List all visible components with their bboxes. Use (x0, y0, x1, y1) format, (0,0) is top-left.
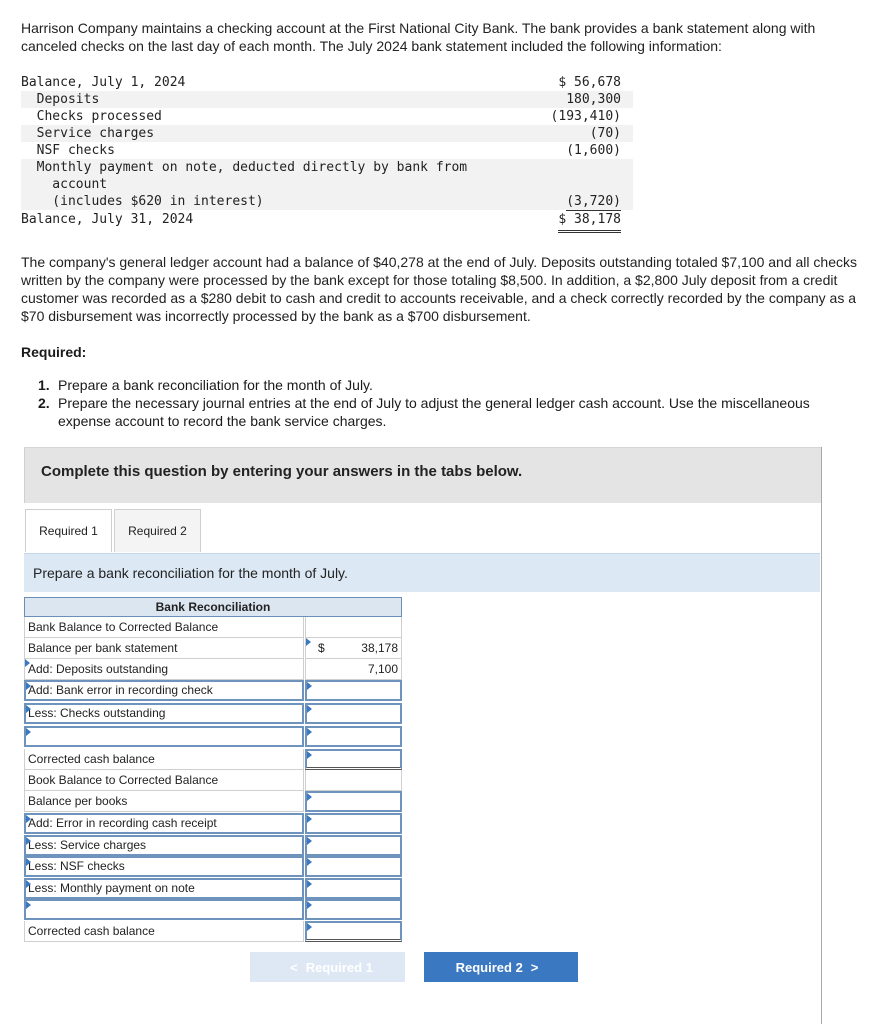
statement-label: Balance, July 1, 2024 (21, 75, 186, 90)
table-title: Bank Reconciliation (24, 597, 402, 617)
dropdown-marker-icon (26, 880, 31, 888)
row-label: Corrected cash balance (24, 921, 304, 942)
statement-label: (includes $620 in interest) (21, 194, 264, 209)
row-label: Add: Deposits outstanding (28, 662, 169, 676)
amount-input[interactable] (305, 791, 402, 812)
row-label-dropdown[interactable] (24, 659, 304, 680)
row-label: Balance per books (24, 791, 304, 812)
statement-label: NSF checks (21, 143, 115, 158)
statement-label: Deposits (21, 92, 100, 107)
next-tab-button[interactable] (424, 952, 578, 982)
row-label-dropdown[interactable] (24, 703, 304, 724)
row-label: Balance per bank statement (24, 638, 304, 659)
problem-details: The company's general ledger account had a balance of $40,278 at the end of July. Deposits outstanding totaled $7,100 and all checks written by the company were processed by the bank except for those totaling $8,500. In addition, a $2,800 July deposit from a credit customer was recorded as a $280 debit to cash and credit to accounts receivable, and a check correctly recorded by the company as a $70 disbursement was incorrectly processed by the bank as a $700 disbursement. (21, 254, 857, 324)
statement-label: account (21, 177, 108, 192)
amount-input[interactable] (305, 680, 402, 701)
dropdown-marker-icon (307, 923, 312, 931)
row-label: Less: NSF checks (28, 859, 125, 873)
dropdown-marker-icon (25, 659, 30, 667)
statement-label: Service charges (21, 126, 155, 141)
statement-row (21, 159, 633, 176)
row-label: Less: Monthly payment on note (28, 881, 195, 895)
row-label: Corrected cash balance (24, 749, 304, 770)
statement-row (21, 210, 633, 230)
table-row (24, 899, 402, 920)
statement-row (21, 193, 633, 210)
table-row (24, 770, 402, 791)
amount-input[interactable] (305, 835, 402, 856)
task-prompt-bar (24, 553, 820, 592)
statement-row (21, 91, 633, 108)
dropdown-marker-icon (307, 705, 312, 713)
row-label: Add: Bank error in recording check (28, 683, 213, 697)
statement-label: Balance, July 31, 2024 (21, 212, 194, 227)
dropdown-marker-icon (306, 638, 311, 646)
statement-label: Monthly payment on note, deducted directly by bank from (21, 160, 468, 175)
tab-required-1[interactable]: Required 1 (25, 509, 112, 552)
table-row (24, 680, 402, 701)
dropdown-marker-icon (26, 901, 31, 909)
statement-amount: (70) (589, 126, 621, 141)
requirement-number: 2. (38, 395, 50, 411)
task-prompt: Prepare a bank reconciliation for the month of July. (33, 565, 348, 581)
table-row (24, 726, 402, 747)
row-label-dropdown[interactable] (24, 856, 304, 877)
table-row (24, 791, 402, 812)
statement-amount: (1,600) (566, 143, 621, 158)
panel-border (821, 447, 822, 1024)
statement-row (21, 74, 633, 91)
dropdown-marker-icon (26, 815, 31, 823)
required-title: Required: (21, 344, 87, 360)
dropdown-marker-icon (307, 793, 312, 801)
row-label-dropdown[interactable] (24, 813, 304, 834)
statement-row (21, 142, 633, 159)
dropdown-marker-icon (307, 901, 312, 909)
statement-amount: 180,300 (566, 92, 621, 107)
table-row (24, 856, 402, 877)
bank-statement (21, 74, 633, 230)
amount-input[interactable] (305, 813, 402, 834)
chevron-right-icon: > (530, 959, 539, 975)
amount-input[interactable] (305, 638, 402, 659)
currency-symbol: $ (318, 641, 325, 655)
row-label: Bank Balance to Corrected Balance (24, 617, 304, 638)
row-label-dropdown[interactable] (24, 878, 304, 899)
dropdown-marker-icon (307, 682, 312, 690)
row-label: Less: Service charges (28, 838, 147, 852)
table-row (24, 813, 402, 834)
dropdown-marker-icon (307, 728, 312, 736)
row-label-dropdown[interactable] (24, 680, 304, 701)
dropdown-marker-icon (307, 880, 312, 888)
amount-value: 38,178 (361, 641, 398, 655)
statement-amount: (193,410) (550, 109, 621, 124)
amount-input[interactable] (305, 726, 402, 747)
statement-row (21, 176, 633, 193)
amount-input[interactable] (305, 856, 402, 877)
statement-label: Checks processed (21, 109, 162, 124)
row-label-dropdown[interactable] (24, 726, 304, 747)
table-row (24, 617, 402, 638)
amount-value: 7,100 (367, 662, 398, 676)
requirement-item (38, 394, 858, 430)
dropdown-marker-icon (307, 837, 312, 845)
problem-intro: Harrison Company maintains a checking account at the First National City Bank. The bank provides a bank statement along with canceled checks on the last day of each month. The July 2024 bank statement included the following information: (21, 20, 816, 54)
previous-tab-label: Required 1 (305, 959, 373, 975)
dropdown-marker-icon (26, 728, 31, 736)
amount-cell (305, 617, 402, 638)
requirement-text: Prepare a bank reconciliation for the month of July. (58, 377, 373, 393)
statement-amount: $ 38,178 (558, 210, 621, 233)
next-tab-label: Required 2 (455, 959, 523, 975)
requirement-item (38, 376, 858, 394)
requirement-number: 1. (38, 377, 50, 393)
total-input[interactable] (305, 921, 402, 942)
amount-input[interactable] (305, 703, 402, 724)
table-row (24, 659, 402, 680)
table-row (24, 835, 402, 856)
table-row (24, 749, 402, 770)
statement-row (21, 125, 633, 142)
instructions-text: Complete this question by entering your answers in the tabs below. (41, 463, 523, 480)
tab-required-2[interactable]: Required 2 (114, 509, 201, 552)
table-row (24, 921, 402, 942)
row-label-dropdown[interactable] (24, 899, 304, 920)
row-label: Book Balance to Corrected Balance (24, 770, 304, 791)
requirement-text: Prepare the necessary journal entries at the end of July to adjust the general ledger cash account. Use the miscellaneous expense account to record the bank service charges. (58, 395, 810, 429)
table-row (24, 878, 402, 899)
dropdown-marker-icon (26, 837, 31, 845)
requirements-list (38, 376, 858, 430)
table-row (24, 703, 402, 724)
amount-cell (305, 770, 402, 791)
dropdown-marker-icon (26, 858, 31, 866)
amount-input[interactable] (305, 899, 402, 920)
dropdown-marker-icon (26, 705, 31, 713)
amount-input[interactable] (305, 659, 402, 680)
dropdown-marker-icon (26, 682, 31, 690)
statement-amount: (3,720) (566, 194, 621, 209)
dropdown-marker-icon (307, 858, 312, 866)
dropdown-marker-icon (307, 751, 312, 759)
row-label: Add: Error in recording cash receipt (28, 816, 217, 830)
chevron-left-icon: < (290, 959, 298, 975)
previous-tab-button[interactable] (250, 952, 405, 982)
total-input[interactable] (305, 749, 402, 770)
instructions-banner (24, 447, 821, 503)
table-row (24, 638, 402, 659)
statement-amount: $ 56,678 (558, 75, 621, 90)
statement-row (21, 108, 633, 125)
dropdown-marker-icon (307, 815, 312, 823)
row-label-dropdown[interactable] (24, 835, 304, 856)
amount-input[interactable] (305, 878, 402, 899)
row-label: Less: Checks outstanding (28, 706, 166, 720)
